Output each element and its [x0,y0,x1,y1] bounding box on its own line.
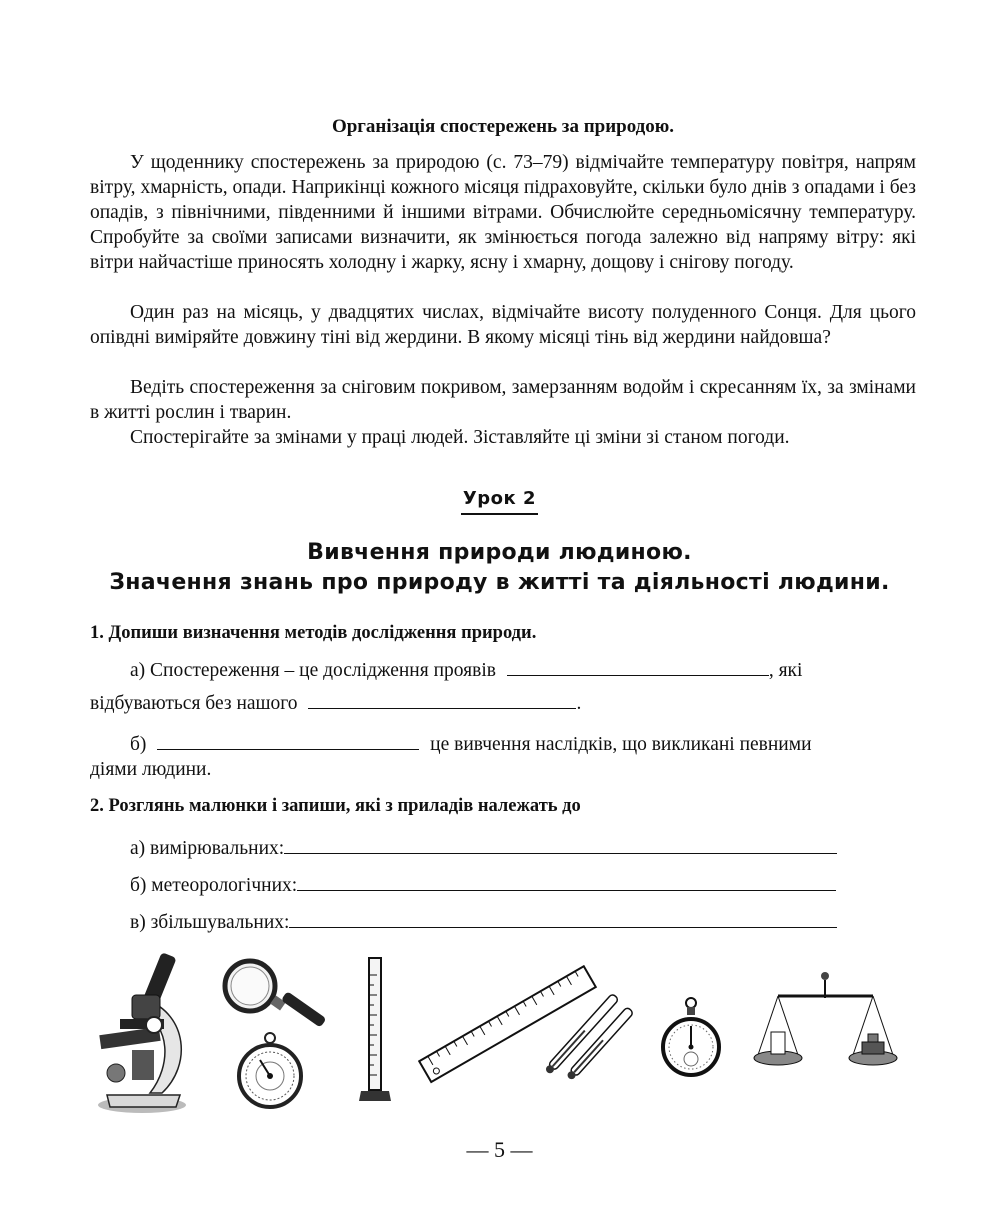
task-2c-blank[interactable] [289,926,837,928]
task-1b-label: б) [130,734,147,755]
task-1a-text-2: , які [768,660,803,681]
task-2-title: 2. Розглянь малюнки і запиши, які з приладів належать до [90,796,581,816]
task-1a-blank-1[interactable] [507,674,769,676]
task-2c-label: в) збільшувальних: [130,912,290,933]
task-2a-label: а) вимірювальних: [130,838,285,859]
task-1b-blank[interactable] [157,748,419,750]
paragraph-2: Один раз на місяць, у двадцятих числах, відмічайте висоту полуденного Сонця. Для цього опівдні виміряйте довжину тіні від жердини. В якому місяці тінь від жердини найдовша? [90,302,916,348]
task-1a-text-3: відбуваються без нашого [90,693,298,714]
task-2b-label: б) метеорологічних: [130,875,298,896]
paragraph-1: У щоденнику спостережень за природою (с. 73–79) відмічайте температуру повітря, напрям вітру, хмарність, опади. Наприкінці кожного місяця підраховуйте, скільки було днів з опадами і без опадів, з північними, південними й іншими вітрами. Обчислюйте середньомісячну температуру. Спробуйте за своїми записами визначити, як змінюється погода залежно від напряму вітру: які вітри найчастіше приносять холодну і жарку, ясну і хмарну, дощову і снігову погоду. [90,152,916,273]
measuring-cylinder-icon [357,955,393,1105]
stopwatch-icon [660,997,722,1082]
task-2b-line [130,875,836,897]
paragraph-4: Спостерігайте за змінами у праці людей. Зіставляйте ці зміни зі станом погоди. [130,427,790,448]
lesson-heading-line-1: Вивчення природи людиною. [307,540,692,565]
page-number: — 5 — [466,1137,533,1162]
magnifier-icon [220,958,330,1028]
task-1b-text: це вивчення наслідків, що викликані певними [430,734,812,755]
barometer-icon [236,1030,304,1112]
task-1b-line [130,734,812,756]
task-1b-line-2: діями людини. [90,759,212,780]
thermometer-icon [540,992,640,1092]
section-title: Організація спостережень за природою. [331,116,675,137]
task-1a-line-2 [90,693,581,715]
task-2b-blank[interactable] [297,889,836,891]
task-1a-text-4: . [576,693,582,714]
lesson-label: Урок 2 [0,488,999,509]
balance-scale-icon [748,970,908,1080]
task-1-title: 1. Допиши визначення методів дослідження природи. [90,623,537,643]
task-2a-blank[interactable] [284,852,837,854]
paragraph-3: Ведіть спостереження за сніговим покривом, замерзанням водойм і скресанням їх, за змінами в житті рослин і тварин. [90,377,916,423]
lesson-heading-line-2: Значення знань про природу в житті та діяльності людини. [109,570,890,595]
task-2a-line [130,838,837,860]
task-1a-line [130,660,802,682]
task-1a-text: а) Спостереження – це дослідження проявів [130,660,496,681]
microscope-icon [92,945,192,1117]
task-1a-blank-2[interactable] [308,707,576,709]
task-2c-line [130,912,837,934]
